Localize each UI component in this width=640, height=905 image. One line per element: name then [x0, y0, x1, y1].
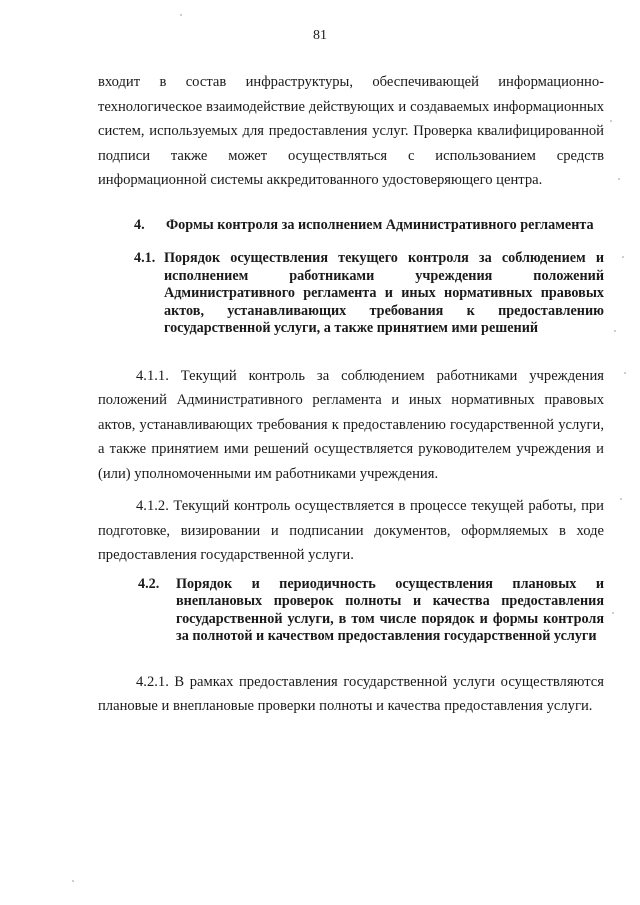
document-body	[98, 70, 604, 719]
page-number: 81	[313, 28, 327, 43]
section-heading-4-1	[134, 250, 604, 338]
section-heading-4-2	[138, 576, 604, 646]
scan-speck	[180, 14, 182, 16]
scan-speck	[612, 612, 614, 614]
section-title: Порядок и периодичность осуществления плановых и внеплановых проверок полноты и качества предоставления государственной услуги, в том числе порядок и формы контроля за полнотой и качеством предоставления государственной услуги	[176, 575, 604, 644]
paragraph-4-2-1: 4.2.1. В рамках предоставления государственной услуги осуществляются плановые и внеплановые проверки полноты и качества предоставления услуги.	[98, 673, 604, 714]
scan-speck	[620, 498, 622, 500]
section-number: 4.1.	[134, 250, 156, 266]
scan-speck	[72, 880, 74, 882]
paragraph-4-1-1: 4.1.1. Текущий контроль за соблюдением работниками учреждения положений Административного регламента и иных нормативных правовых актов, устанавливающих требования к предоставлению государственной услуги, а также принятием ими решений осуществляется руководителем учреждения и (или) уполномоченными им работниками учреждения.	[98, 367, 604, 482]
paragraph-4-1-2: 4.1.2. Текущий контроль осуществляется в процессе текущей работы, при подготовке, визировании и подписании документов, оформляемых в ходе предоставления государственной услуги.	[98, 498, 604, 563]
paragraph-intro: входит в состав инфраструктуры, обеспечивающей информационно-технологическое взаимодействие действующих и создаваемых информационных систем, используемых для предоставления услуг. Проверка квалифицированной подписи также может осуществляться с использованием средств информационной системы аккредитованного удостоверяющего центра.	[98, 74, 604, 188]
scan-speck	[624, 372, 626, 374]
section-heading-4	[134, 217, 604, 235]
section-title: Формы контроля за исполнением Административного регламента	[166, 216, 594, 233]
scan-speck	[622, 256, 624, 258]
scan-speck	[614, 330, 616, 332]
scan-speck	[618, 178, 620, 180]
scan-speck	[610, 120, 612, 122]
section-title: Порядок осуществления текущего контроля за соблюдением и исполнением работниками учреждения положений Административного регламента и иных нормативных правовых актов, устанавливающих требования к предоставлению государственной услуги, а также принятием ими решений	[164, 250, 604, 336]
section-number: 4.2.	[138, 575, 160, 592]
section-number: 4.	[134, 216, 145, 233]
